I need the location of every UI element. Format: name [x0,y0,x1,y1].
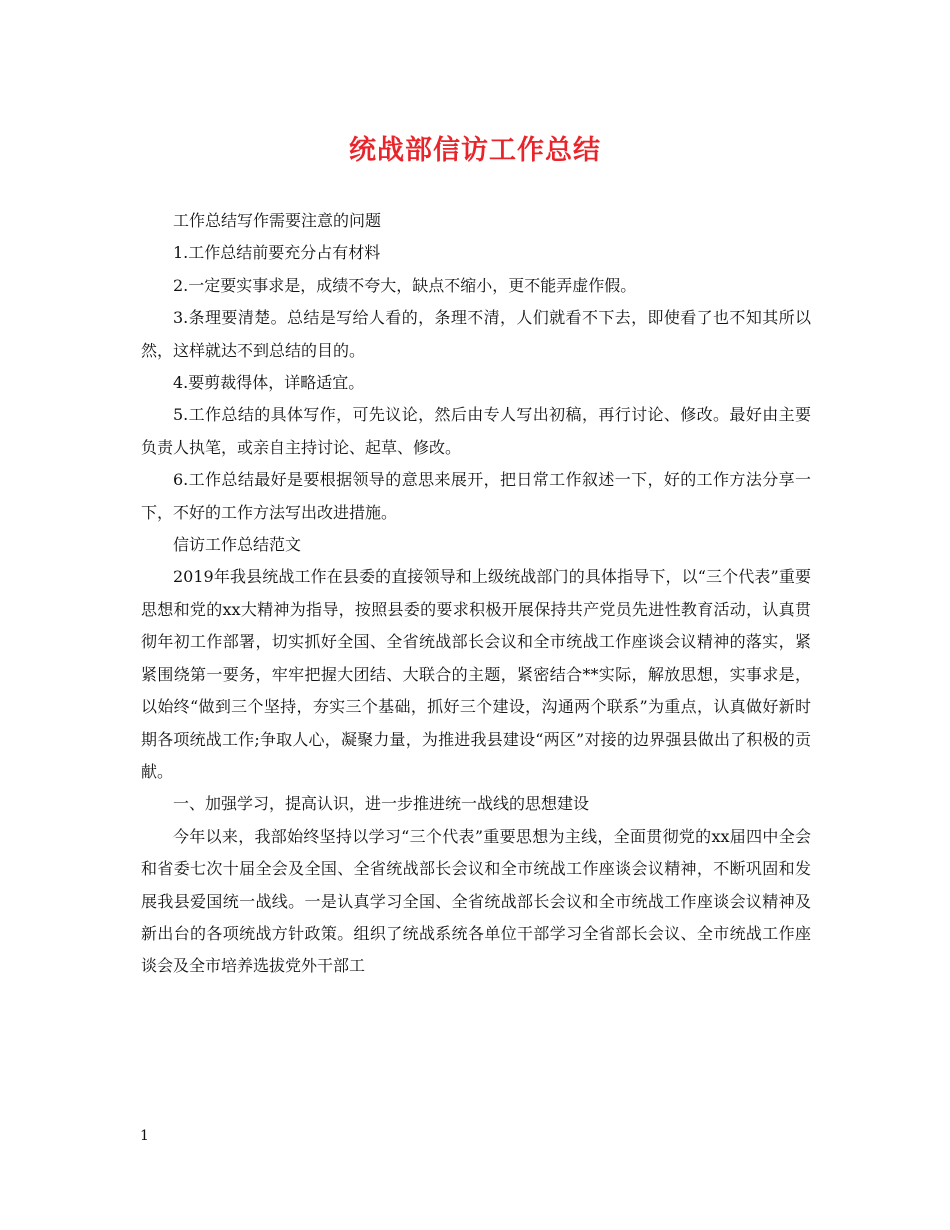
paragraph-section-1-heading: 一、加强学习，提高认识，进一步推进统一战线的思想建设 [173,794,590,814]
page-number: 1 [140,1128,149,1144]
paragraph-note-4: 4.要剪裁得体，详略适宜。 [173,373,365,393]
paragraph-note-5: 5.工作总结的具体写作，可先议论，然后由专人写出初稿，再行讨论、修改。最好由主要负责人执笔，或亲自主持讨论、起草、修改。 [141,405,811,457]
paragraph-note-2: 2.一定要实事求是，成绩不夸大，缺点不缩小，更不能弄虚作假。 [173,275,637,295]
paragraph-note-6: 6.工作总结最好是要根据领导的意思来展开，把日常工作叙述一下，好的工作方法分享一下，不好的工作方法写出改进措施。 [141,470,811,522]
paragraph-sample-intro: 2019年我县统战工作在县委的直接领导和上级统战部门的具体指导下，以“三个代表”重要思想和党的xx大精神为指导，按照县委的要求积极开展保持共产党员先进性教育活动，认真贯彻年初工作部署，切实抓好全国、全省统战部长会议和全市统战工作座谈会议精神的落实，紧紧围绕第一要务，牢牢把握大团结、大联合的主题，紧密结合**实际，解放思想，实事求是，以始终“做到三个坚持，夯实三个基础，抓好三个建设，沟通两个联系”为重点，认真做好新时期各项统战工作;争取人心，凝聚力量，为推进我县建设“两区”对接的边界强县做出了积极的贡献。 [141,567,811,781]
document-body [141,205,811,983]
paragraph-sample-heading: 信访工作总结范文 [173,535,302,555]
paragraph-writing-notes-heading: 工作总结写作需要注意的问题 [173,211,382,230]
document-title: 统战部信访工作总结 [349,135,601,166]
paragraph-note-1: 1.工作总结前要充分占有材料 [173,243,381,263]
paragraph-note-3: 3.条理要清楚。总结是写给人看的，条理不清，人们就看不下去，即使看了也不知其所以然，这样就达不到总结的目的。 [141,308,811,360]
paragraph-section-1-body: 今年以来，我部始终坚持以学习“三个代表”重要思想为主线，全面贯彻党的xx届四中全会和省委七次十届全会及全国、全省统战部长会议和全市统战工作座谈会议精神，不断巩固和发展我县爱国统一战线。一是认真学习全国、全省统战部长会议和全市统战工作座谈会议精神及新出台的各项统战方针政策。组织了统战系统各单位干部学习全省部长会议、全市统战工作座谈会及全市培养选拔党外干部工 [141,826,811,976]
